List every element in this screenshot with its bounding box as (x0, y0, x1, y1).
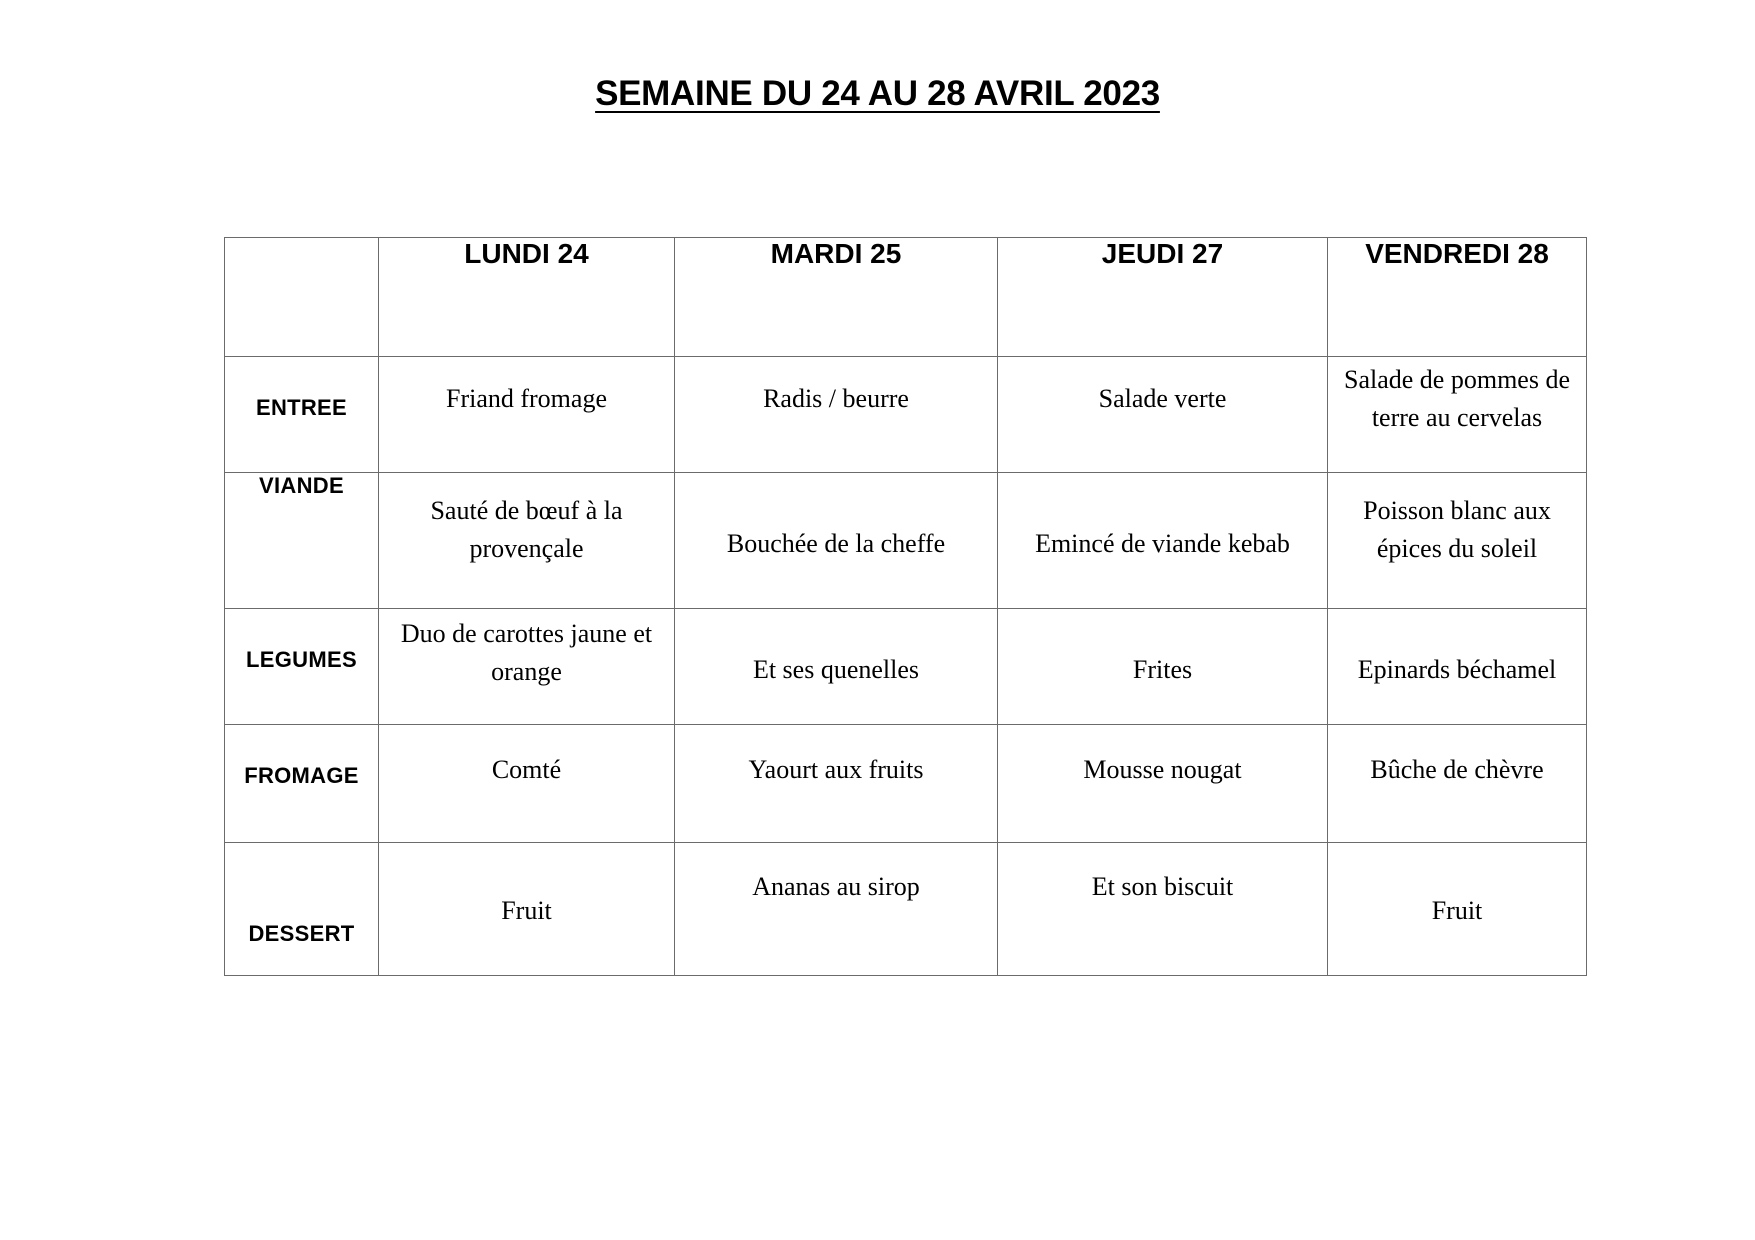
dish-cell: Fruit (1328, 843, 1587, 976)
dish-cell: Bûche de chèvre (1328, 725, 1587, 843)
day-header-jeudi: JEUDI 27 (998, 238, 1328, 357)
dish-cell: Comté (379, 725, 675, 843)
menu-table (224, 237, 1587, 976)
row-label-entree: ENTREE (225, 357, 379, 473)
row-label-fromage: FROMAGE (225, 725, 379, 843)
dish-cell: Ananas au sirop (675, 843, 998, 976)
dish-cell: Yaourt aux fruits (675, 725, 998, 843)
day-header-vendredi: VENDREDI 28 (1328, 238, 1587, 357)
dish-cell: Et ses quenelles (675, 609, 998, 725)
corner-cell (225, 238, 379, 357)
dish-cell: Duo de carottes jaune et orange (379, 609, 675, 725)
day-header-lundi: LUNDI 24 (379, 238, 675, 357)
dish-cell: Bouchée de la cheffe (675, 473, 998, 609)
dish-cell: Sauté de bœuf à la provençale (379, 473, 675, 609)
table-row-fromage (225, 725, 1587, 843)
dish-cell: Fruit (379, 843, 675, 976)
table-header-row (225, 238, 1587, 357)
table-row-entree (225, 357, 1587, 473)
dish-cell: Friand fromage (379, 357, 675, 473)
dish-cell: Mousse nougat (998, 725, 1328, 843)
table-row-viande (225, 473, 1587, 609)
dish-cell: Et son biscuit (998, 843, 1328, 976)
dish-cell: Epinards béchamel (1328, 609, 1587, 725)
dish-cell: Radis / beurre (675, 357, 998, 473)
dish-cell: Salade verte (998, 357, 1328, 473)
page-title: SEMAINE DU 24 AU 28 AVRIL 2023 (595, 74, 1160, 113)
dish-cell: Emincé de viande kebab (998, 473, 1328, 609)
dish-cell: Salade de pommes de terre au cervelas (1328, 357, 1587, 473)
day-header-mardi: MARDI 25 (675, 238, 998, 357)
row-label-viande: VIANDE (225, 473, 379, 609)
table-row-legumes (225, 609, 1587, 725)
table-row-dessert (225, 843, 1587, 976)
dish-cell: Frites (998, 609, 1328, 725)
row-label-dessert: DESSERT (225, 843, 379, 976)
dish-cell: Poisson blanc aux épices du soleil (1328, 473, 1587, 609)
row-label-legumes: LEGUMES (225, 609, 379, 725)
